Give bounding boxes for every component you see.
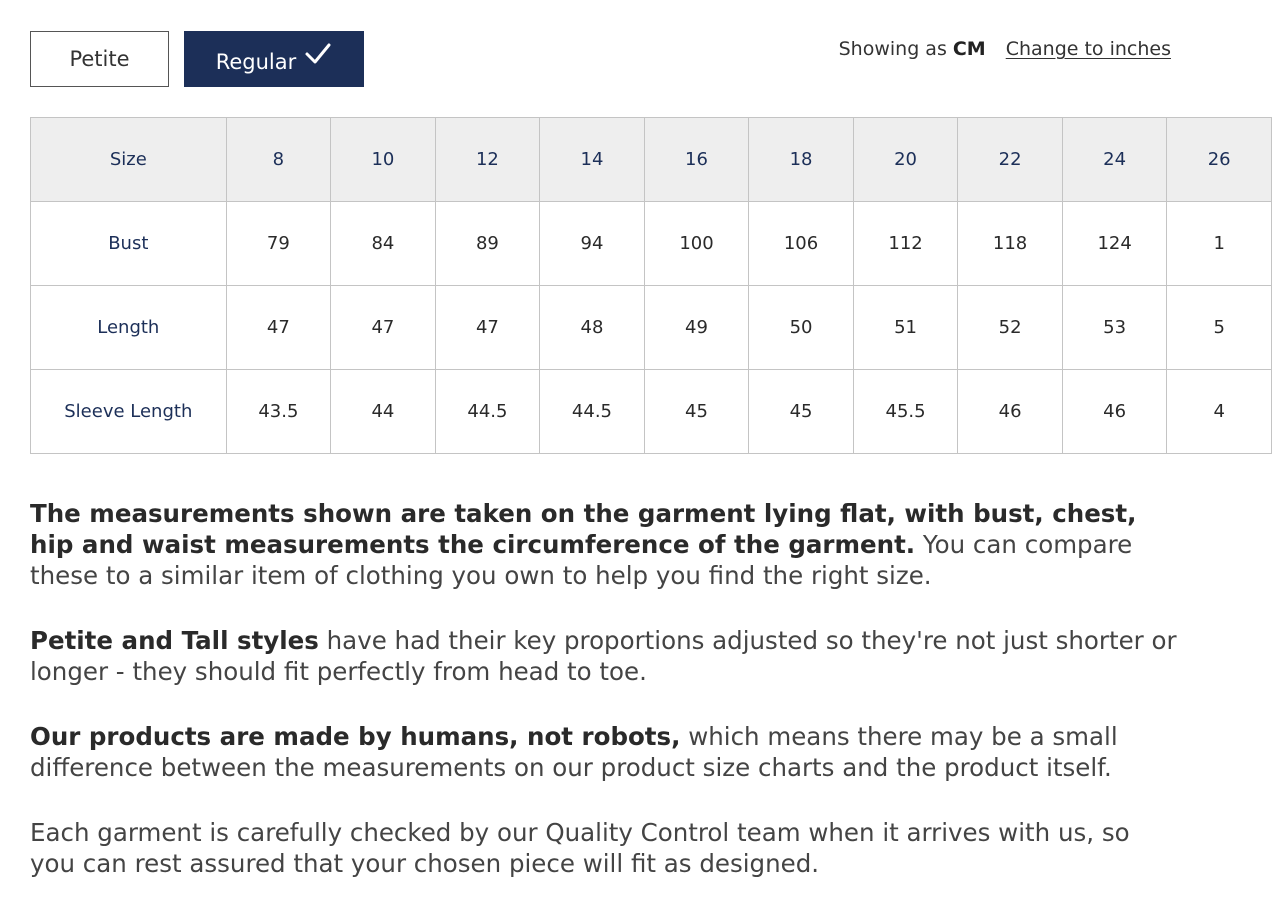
size-header-cell: 20 (853, 118, 958, 202)
table-cell: 46 (958, 370, 1063, 454)
table-cell: 112 (853, 202, 958, 286)
unit-indicator (839, 38, 1171, 60)
humans-note-bold: Our products are made by humans, not robots, (30, 722, 681, 751)
size-header-cell: 14 (540, 118, 645, 202)
fit-type-toggle (30, 31, 364, 87)
table-cell: 46 (1062, 370, 1167, 454)
measurement-note-text: You can compare these to a similar item of clothing you own to help you find the right size. (30, 530, 1133, 590)
table-cell: 47 (435, 286, 540, 370)
table-cell: 5 (1167, 286, 1272, 370)
table-cell: 100 (644, 202, 749, 286)
table-cell: 45.5 (853, 370, 958, 454)
size-header-cell: 24 (1062, 118, 1167, 202)
table-cell: 48 (540, 286, 645, 370)
table-cell: 94 (540, 202, 645, 286)
showing-as-label: Showing as (838, 38, 947, 60)
size-header-cell: 10 (331, 118, 436, 202)
measurement-note (30, 498, 1180, 591)
size-header-cell: 18 (749, 118, 854, 202)
petite-button[interactable] (30, 31, 169, 87)
quality-control-note: Each garment is carefully checked by our Quality Control team when it arrives with us, so you can rest assured that your chosen piece will fit as designed. (30, 818, 1130, 878)
measurement-note-bold: The measurements shown are taken on the garment lying flat, with bust, chest, hip and waist measurements the circumference of the garment. (30, 499, 1137, 559)
petite-tall-note (30, 625, 1180, 687)
regular-button[interactable] (184, 31, 364, 87)
current-unit: CM (952, 38, 986, 60)
checkmark-icon (304, 41, 332, 67)
table-cell: 44.5 (435, 370, 540, 454)
table-row-sleeve-length (31, 370, 1272, 454)
size-header-cell: 16 (644, 118, 749, 202)
table-cell: 89 (435, 202, 540, 286)
table-cell: 47 (331, 286, 436, 370)
table-cell: 43.5 (226, 370, 331, 454)
petite-button-label: Petite (69, 47, 130, 71)
table-cell: 44.5 (540, 370, 645, 454)
table-cell: 118 (958, 202, 1063, 286)
size-chart-table-scroll[interactable] (30, 117, 1231, 455)
size-guide-notes (30, 498, 1180, 913)
table-cell: 51 (853, 286, 958, 370)
row-label: Sleeve Length (31, 370, 227, 454)
size-header-row (31, 118, 1272, 202)
table-cell: 52 (958, 286, 1063, 370)
table-cell: 44 (331, 370, 436, 454)
table-cell: 1 (1167, 202, 1272, 286)
table-cell: 50 (749, 286, 854, 370)
petite-tall-note-text: have had their key proportions adjusted so they're not just shorter or longer - they should fit perfectly from head to toe. (30, 626, 1177, 686)
size-header-cell: 26 (1167, 118, 1272, 202)
table-cell: 124 (1062, 202, 1167, 286)
size-header-cell: 8 (226, 118, 331, 202)
table-cell: 106 (749, 202, 854, 286)
table-row-length (31, 286, 1272, 370)
size-header-label: Size (31, 118, 227, 202)
table-cell: 84 (331, 202, 436, 286)
regular-button-label: Regular (215, 50, 297, 74)
size-chart-table (30, 117, 1272, 454)
size-header-cell: 12 (435, 118, 540, 202)
table-cell: 4 (1167, 370, 1272, 454)
table-cell: 47 (226, 286, 331, 370)
petite-tall-note-bold: Petite and Tall styles (30, 626, 319, 655)
table-cell: 53 (1062, 286, 1167, 370)
table-cell: 79 (226, 202, 331, 286)
change-to-inches-link[interactable]: Change to inches (1005, 38, 1171, 60)
row-label: Bust (31, 202, 227, 286)
humans-note (30, 721, 1180, 783)
row-label: Length (31, 286, 227, 370)
table-cell: 49 (644, 286, 749, 370)
humans-note-text: which means there may be a small difference between the measurements on our product size charts and the product itself. (30, 722, 1118, 782)
table-cell: 45 (749, 370, 854, 454)
size-header-cell: 22 (958, 118, 1063, 202)
table-row-bust (31, 202, 1272, 286)
table-cell: 45 (644, 370, 749, 454)
